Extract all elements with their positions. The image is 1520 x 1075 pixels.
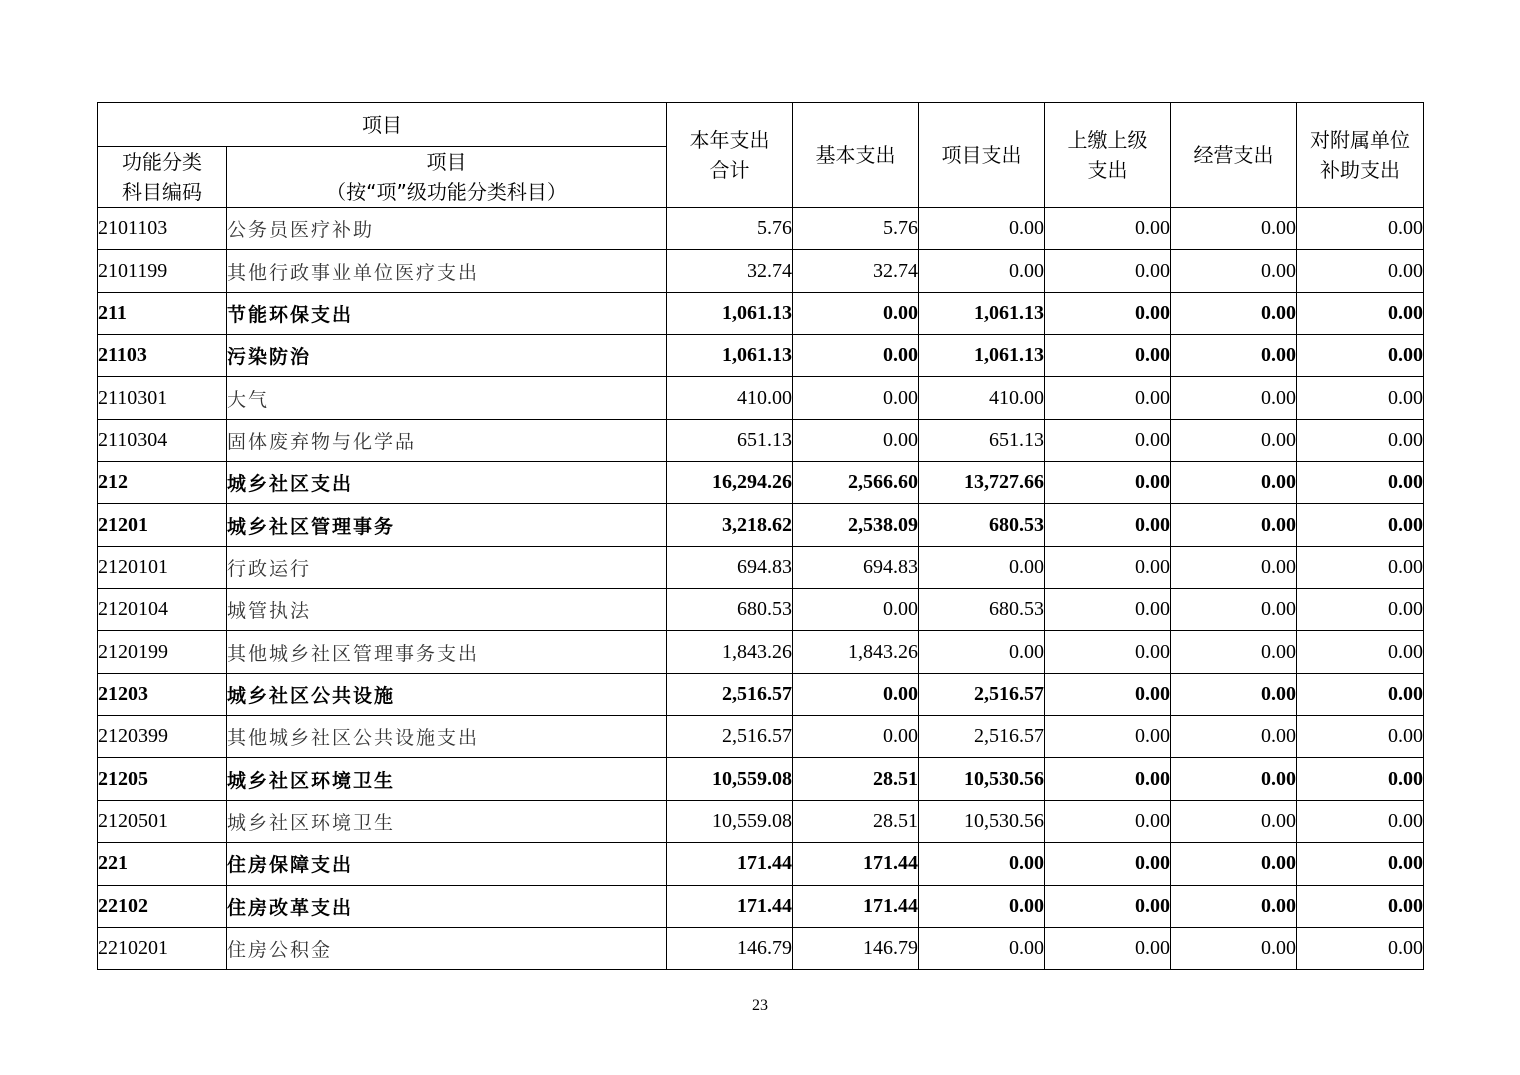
cell-name: 节能环保支出 (227, 292, 667, 334)
cell-remit: 0.00 (1045, 462, 1171, 504)
cell-project: 13,727.66 (919, 462, 1045, 504)
table-row (98, 335, 1424, 377)
cell-total: 3,218.62 (667, 504, 793, 546)
header-remit-line1: 上缴上级 (1067, 128, 1148, 152)
cell-code: 212 (98, 462, 227, 504)
cell-name: 城乡社区管理事务 (227, 504, 667, 546)
header-row-1 (98, 103, 1424, 147)
cell-operating: 0.00 (1171, 546, 1297, 588)
table-row (98, 716, 1424, 758)
cell-total: 10,559.08 (667, 758, 793, 800)
cell-remit: 0.00 (1045, 800, 1171, 842)
header-remit-line2: 支出 (1087, 158, 1128, 182)
table-row (98, 927, 1424, 969)
header-project-expenditure: 项目支出 (919, 103, 1045, 208)
cell-name: 城管执法 (227, 589, 667, 631)
table-row (98, 673, 1424, 715)
cell-total: 5.76 (667, 208, 793, 250)
cell-code: 21203 (98, 673, 227, 715)
cell-remit: 0.00 (1045, 546, 1171, 588)
cell-name: 住房保障支出 (227, 843, 667, 885)
cell-project: 1,061.13 (919, 292, 1045, 334)
cell-basic: 2,538.09 (793, 504, 919, 546)
header-subsidy-line1: 对附属单位 (1310, 128, 1410, 152)
table-row (98, 208, 1424, 250)
cell-total: 171.44 (667, 885, 793, 927)
cell-code: 2210201 (98, 927, 227, 969)
cell-remit: 0.00 (1045, 673, 1171, 715)
table-row (98, 504, 1424, 546)
cell-project: 2,516.57 (919, 716, 1045, 758)
cell-total: 1,061.13 (667, 335, 793, 377)
cell-operating: 0.00 (1171, 758, 1297, 800)
cell-subsidy: 0.00 (1297, 589, 1424, 631)
cell-operating: 0.00 (1171, 377, 1297, 419)
cell-operating: 0.00 (1171, 716, 1297, 758)
cell-total: 2,516.57 (667, 673, 793, 715)
cell-total: 1,843.26 (667, 631, 793, 673)
header-basic: 基本支出 (793, 103, 919, 208)
cell-operating: 0.00 (1171, 885, 1297, 927)
table-row (98, 758, 1424, 800)
cell-basic: 0.00 (793, 716, 919, 758)
cell-subsidy: 0.00 (1297, 631, 1424, 673)
cell-basic: 0.00 (793, 589, 919, 631)
cell-subsidy: 0.00 (1297, 546, 1424, 588)
cell-total: 1,061.13 (667, 292, 793, 334)
header-code-line1: 功能分类 (122, 150, 202, 174)
cell-code: 2120104 (98, 589, 227, 631)
cell-project: 0.00 (919, 927, 1045, 969)
table-row (98, 250, 1424, 292)
cell-operating: 0.00 (1171, 335, 1297, 377)
cell-basic: 2,566.60 (793, 462, 919, 504)
header-total-line2: 合计 (709, 158, 750, 182)
cell-total: 32.74 (667, 250, 793, 292)
cell-name: 其他城乡社区公共设施支出 (227, 716, 667, 758)
cell-subsidy: 0.00 (1297, 843, 1424, 885)
cell-subsidy: 0.00 (1297, 673, 1424, 715)
table-row (98, 589, 1424, 631)
cell-name: 城乡社区环境卫生 (227, 800, 667, 842)
cell-basic: 171.44 (793, 885, 919, 927)
header-name-line2: （按“项”级功能分类科目） (326, 180, 567, 204)
cell-code: 2120399 (98, 716, 227, 758)
header-name-line1: 项目 (426, 150, 467, 174)
cell-subsidy: 0.00 (1297, 208, 1424, 250)
cell-subsidy: 0.00 (1297, 377, 1424, 419)
cell-basic: 171.44 (793, 843, 919, 885)
header-code-line2: 科目编码 (122, 180, 202, 204)
cell-subsidy: 0.00 (1297, 504, 1424, 546)
cell-total: 2,516.57 (667, 716, 793, 758)
cell-remit: 0.00 (1045, 292, 1171, 334)
cell-project: 1,061.13 (919, 335, 1045, 377)
header-name (227, 147, 667, 208)
cell-subsidy: 0.00 (1297, 250, 1424, 292)
cell-name: 固体废弃物与化学品 (227, 419, 667, 461)
cell-project: 0.00 (919, 631, 1045, 673)
cell-project: 10,530.56 (919, 758, 1045, 800)
cell-name: 行政运行 (227, 546, 667, 588)
cell-name: 城乡社区公共设施 (227, 673, 667, 715)
cell-project: 680.53 (919, 504, 1045, 546)
header-subsidy-line2: 补助支出 (1320, 158, 1400, 182)
cell-code: 2120101 (98, 546, 227, 588)
header-operating: 经营支出 (1171, 103, 1297, 208)
cell-code: 2110301 (98, 377, 227, 419)
cell-project: 0.00 (919, 885, 1045, 927)
cell-subsidy: 0.00 (1297, 885, 1424, 927)
cell-remit: 0.00 (1045, 843, 1171, 885)
cell-project: 2,516.57 (919, 673, 1045, 715)
cell-basic: 0.00 (793, 377, 919, 419)
cell-basic: 146.79 (793, 927, 919, 969)
cell-subsidy: 0.00 (1297, 927, 1424, 969)
cell-total: 16,294.26 (667, 462, 793, 504)
cell-operating: 0.00 (1171, 927, 1297, 969)
cell-basic: 0.00 (793, 335, 919, 377)
cell-operating: 0.00 (1171, 419, 1297, 461)
cell-basic: 28.51 (793, 800, 919, 842)
cell-project: 10,530.56 (919, 800, 1045, 842)
cell-basic: 694.83 (793, 546, 919, 588)
cell-subsidy: 0.00 (1297, 800, 1424, 842)
table-row (98, 292, 1424, 334)
cell-operating: 0.00 (1171, 504, 1297, 546)
header-remit (1045, 103, 1171, 208)
cell-subsidy: 0.00 (1297, 292, 1424, 334)
cell-remit: 0.00 (1045, 716, 1171, 758)
header-total (667, 103, 793, 208)
cell-project: 0.00 (919, 843, 1045, 885)
cell-remit: 0.00 (1045, 885, 1171, 927)
cell-remit: 0.00 (1045, 927, 1171, 969)
table-row (98, 843, 1424, 885)
cell-remit: 0.00 (1045, 419, 1171, 461)
cell-project: 0.00 (919, 546, 1045, 588)
cell-code: 2120199 (98, 631, 227, 673)
cell-subsidy: 0.00 (1297, 335, 1424, 377)
cell-operating: 0.00 (1171, 843, 1297, 885)
table-row (98, 885, 1424, 927)
cell-remit: 0.00 (1045, 335, 1171, 377)
cell-name: 公务员医疗补助 (227, 208, 667, 250)
table-row (98, 800, 1424, 842)
table-row (98, 631, 1424, 673)
cell-remit: 0.00 (1045, 377, 1171, 419)
cell-basic: 28.51 (793, 758, 919, 800)
cell-basic: 1,843.26 (793, 631, 919, 673)
cell-operating: 0.00 (1171, 631, 1297, 673)
cell-name: 住房公积金 (227, 927, 667, 969)
table-row (98, 377, 1424, 419)
cell-project: 0.00 (919, 208, 1045, 250)
cell-remit: 0.00 (1045, 504, 1171, 546)
cell-remit: 0.00 (1045, 631, 1171, 673)
cell-name: 城乡社区支出 (227, 462, 667, 504)
header-total-line1: 本年支出 (689, 128, 770, 152)
cell-project: 680.53 (919, 589, 1045, 631)
table-row (98, 462, 1424, 504)
cell-total: 694.83 (667, 546, 793, 588)
cell-total: 10,559.08 (667, 800, 793, 842)
cell-name: 其他城乡社区管理事务支出 (227, 631, 667, 673)
cell-total: 171.44 (667, 843, 793, 885)
cell-basic: 0.00 (793, 419, 919, 461)
cell-remit: 0.00 (1045, 589, 1171, 631)
cell-name: 污染防治 (227, 335, 667, 377)
page-number: 23 (752, 997, 768, 1014)
cell-subsidy: 0.00 (1297, 419, 1424, 461)
cell-code: 21201 (98, 504, 227, 546)
cell-name: 其他行政事业单位医疗支出 (227, 250, 667, 292)
cell-operating: 0.00 (1171, 589, 1297, 631)
cell-code: 2110304 (98, 419, 227, 461)
cell-operating: 0.00 (1171, 208, 1297, 250)
cell-project: 651.13 (919, 419, 1045, 461)
cell-operating: 0.00 (1171, 462, 1297, 504)
cell-operating: 0.00 (1171, 250, 1297, 292)
header-project: 项目 (98, 103, 667, 147)
table-row (98, 419, 1424, 461)
cell-operating: 0.00 (1171, 292, 1297, 334)
cell-subsidy: 0.00 (1297, 758, 1424, 800)
cell-code: 211 (98, 292, 227, 334)
cell-total: 680.53 (667, 589, 793, 631)
cell-remit: 0.00 (1045, 758, 1171, 800)
cell-subsidy: 0.00 (1297, 462, 1424, 504)
cell-remit: 0.00 (1045, 250, 1171, 292)
expenditure-table (97, 102, 1424, 970)
cell-subsidy: 0.00 (1297, 716, 1424, 758)
cell-basic: 32.74 (793, 250, 919, 292)
cell-name: 住房改革支出 (227, 885, 667, 927)
cell-code: 2120501 (98, 800, 227, 842)
cell-code: 21103 (98, 335, 227, 377)
table-body (98, 208, 1424, 970)
cell-total: 146.79 (667, 927, 793, 969)
cell-project: 410.00 (919, 377, 1045, 419)
cell-total: 410.00 (667, 377, 793, 419)
cell-code: 2101103 (98, 208, 227, 250)
header-code (98, 147, 227, 208)
cell-basic: 0.00 (793, 673, 919, 715)
table-row (98, 546, 1424, 588)
cell-basic: 0.00 (793, 292, 919, 334)
cell-code: 21205 (98, 758, 227, 800)
cell-total: 651.13 (667, 419, 793, 461)
cell-operating: 0.00 (1171, 800, 1297, 842)
cell-remit: 0.00 (1045, 208, 1171, 250)
cell-code: 2101199 (98, 250, 227, 292)
cell-operating: 0.00 (1171, 673, 1297, 715)
cell-name: 城乡社区环境卫生 (227, 758, 667, 800)
header-subsidy (1297, 103, 1424, 208)
cell-name: 大气 (227, 377, 667, 419)
cell-code: 22102 (98, 885, 227, 927)
cell-code: 221 (98, 843, 227, 885)
cell-project: 0.00 (919, 250, 1045, 292)
cell-basic: 5.76 (793, 208, 919, 250)
